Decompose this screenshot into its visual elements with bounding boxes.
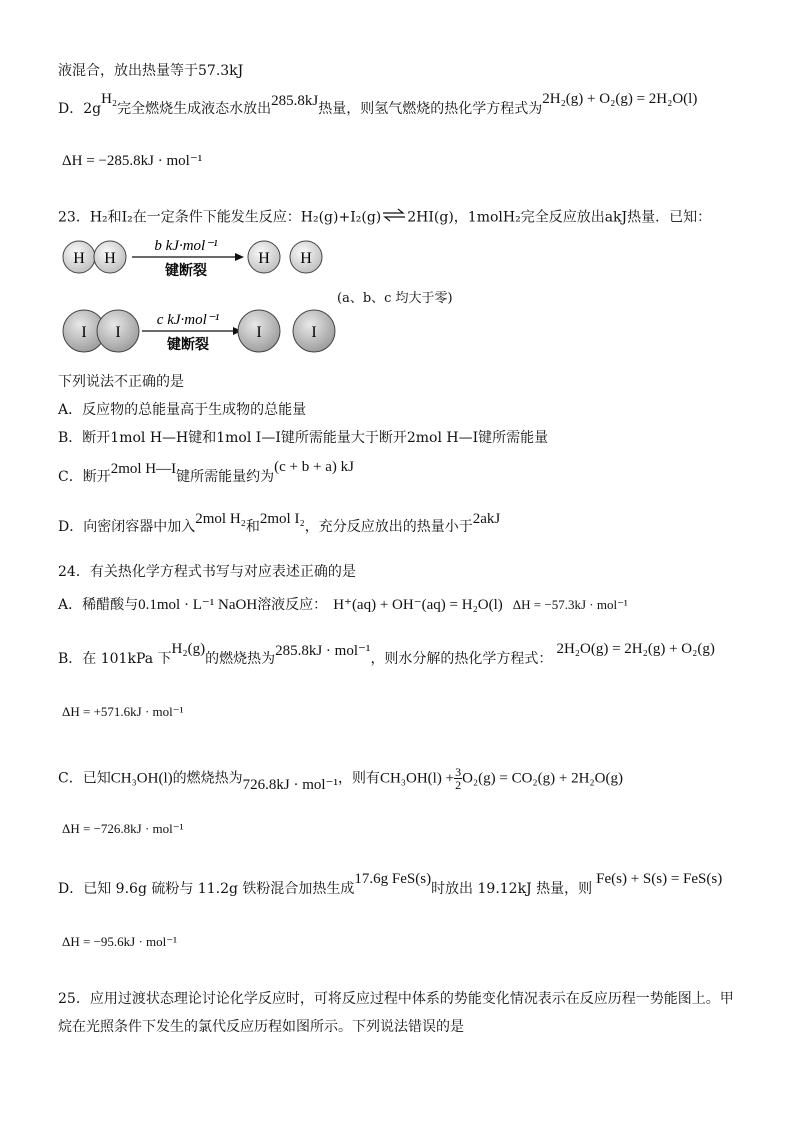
formula: 2mol I₂ [259, 511, 305, 527]
option-text: B．在 101kPa 下 [58, 651, 172, 667]
equation: H⁺(aq) + OH⁻(aq) = H₂O(l) [333, 597, 503, 613]
formula: H₂(g) [171, 641, 206, 657]
energy-label-b: b kJ·mol⁻¹ [154, 238, 218, 254]
option-text: D．已知 9.6g 硫粉与 11.2g 铁粉混合加热生成 [58, 881, 355, 897]
option-b: B．断开1mol H—H键和1mol I—I键所需能量大于断开2mol H—I键所需能量 [58, 430, 549, 446]
equation: O₂(g) = CO₂(g) + 2H₂O(g) [462, 770, 623, 787]
option-d [58, 871, 723, 898]
formula-h2: H₂ [101, 91, 118, 107]
fraction-numerator: 3 [455, 765, 462, 779]
formula: 2mol H—I [110, 461, 177, 477]
equilibrium-arrow-icon [381, 208, 407, 227]
stem-text: 23．H₂和I₂在一定条件下能发生反应：H₂(g)+I₂(g) [58, 209, 382, 226]
question-23-stem [58, 208, 711, 227]
h-label: H [300, 250, 312, 267]
option-text: 溶液反应： [257, 597, 328, 613]
formula: 285.8kJ · mol⁻¹ [275, 643, 371, 659]
question-24-stem: 24．有关热化学方程式书写与对应表述正确的是 [58, 564, 356, 580]
formula: CH₃OH(l) [110, 770, 173, 787]
i-label: I [256, 324, 262, 341]
fraction [454, 766, 462, 791]
option-text: ，则水分解的热化学方程式： [370, 651, 553, 667]
i-label: I [311, 324, 317, 341]
h-label: H [104, 250, 116, 267]
option-d [58, 511, 501, 536]
option-text: 时放出 19.12kJ 热量，则 [431, 881, 593, 897]
value-285: 285.8kJ [271, 93, 319, 109]
fraction-denominator: 2 [455, 778, 462, 792]
option-a [58, 596, 628, 614]
question-25-line: 烷在光照条件下发生的氯代反应历程如图所示。下列说法错误的是 [58, 1019, 464, 1035]
option-c [58, 766, 623, 791]
arrow-head-icon [235, 253, 244, 261]
option-text: 的燃烧热为 [172, 770, 243, 787]
equation: CH₃OH(l) + [379, 770, 455, 787]
formula: 0.1mol · L⁻¹ NaOH [138, 597, 258, 613]
option-text: C．断开 [58, 469, 111, 485]
delta-h: ΔH = −95.6kJ · mol⁻¹ [62, 934, 178, 949]
option-text: 键所需能量约为 [176, 469, 275, 485]
delta-h: ΔH = −285.8kJ · mol⁻¹ [62, 153, 203, 169]
option-c [58, 459, 354, 486]
formula: 726.8kJ · mol⁻¹ [242, 776, 338, 793]
text-line: 液混合，放出热量等于57.3kJ [58, 63, 244, 79]
option-text: 完全燃烧生成液态水放出 [117, 101, 272, 117]
break-label: 键断裂 [165, 263, 207, 279]
h-label: H [73, 250, 85, 267]
equation: 2H₂O(g) = 2H₂(g) + O₂(g) [556, 641, 715, 657]
break-label: 键断裂 [167, 337, 209, 353]
option-text: 和 [245, 519, 260, 535]
option-b [58, 641, 715, 668]
formula: 2akJ [472, 511, 501, 527]
i-label: I [115, 324, 121, 341]
option-text: ，则有 [337, 770, 380, 787]
option-text: C．已知 [58, 770, 111, 787]
energy-label-c: c kJ·mol⁻¹ [156, 312, 220, 328]
question-25-line: 25．应用过渡状态理论讨论化学反应时，可将反应过程中体系的势能变化情况表示在反应历程一势能图上。甲 [58, 991, 734, 1007]
equation: Fe(s) + S(s) = FeS(s) [596, 871, 723, 887]
formula: 17.6g FeS(s) [354, 871, 432, 887]
option-text: 热量，则氢气燃烧的热化学方程式为 [318, 101, 543, 117]
stem-text: 2HI(g)，1molH₂完全反应放出akJ热量．已知： [407, 209, 712, 226]
option-a: A．反应物的总能量高于生成物的总能量 [58, 402, 307, 418]
option-text: A．稀醋酸与 [58, 597, 139, 613]
diagram-note: (a、b、c 均大于零) [337, 291, 453, 306]
option-text: D．向密闭容器中加入 [58, 519, 196, 535]
option-text: ，充分反应放出的热量小于 [304, 519, 473, 535]
equation: 2H₂(g) + O₂(g) = 2H₂O(l) [542, 91, 698, 107]
delta-h: ΔH = −57.3kJ · mol⁻¹ [512, 597, 628, 612]
question-ask: 下列说法不正确的是 [58, 374, 184, 390]
option-d-line [58, 91, 698, 118]
option-text: D．2g [58, 101, 102, 117]
delta-h: ΔH = −726.8kJ · mol⁻¹ [62, 821, 184, 836]
h-label: H [258, 250, 270, 267]
option-text: 的燃烧热为 [205, 651, 276, 667]
delta-h: ΔH = +571.6kJ · mol⁻¹ [62, 704, 184, 719]
i-label: I [81, 324, 87, 341]
formula: 2mol H₂ [195, 511, 246, 527]
formula: (c + b + a) kJ [274, 459, 354, 475]
